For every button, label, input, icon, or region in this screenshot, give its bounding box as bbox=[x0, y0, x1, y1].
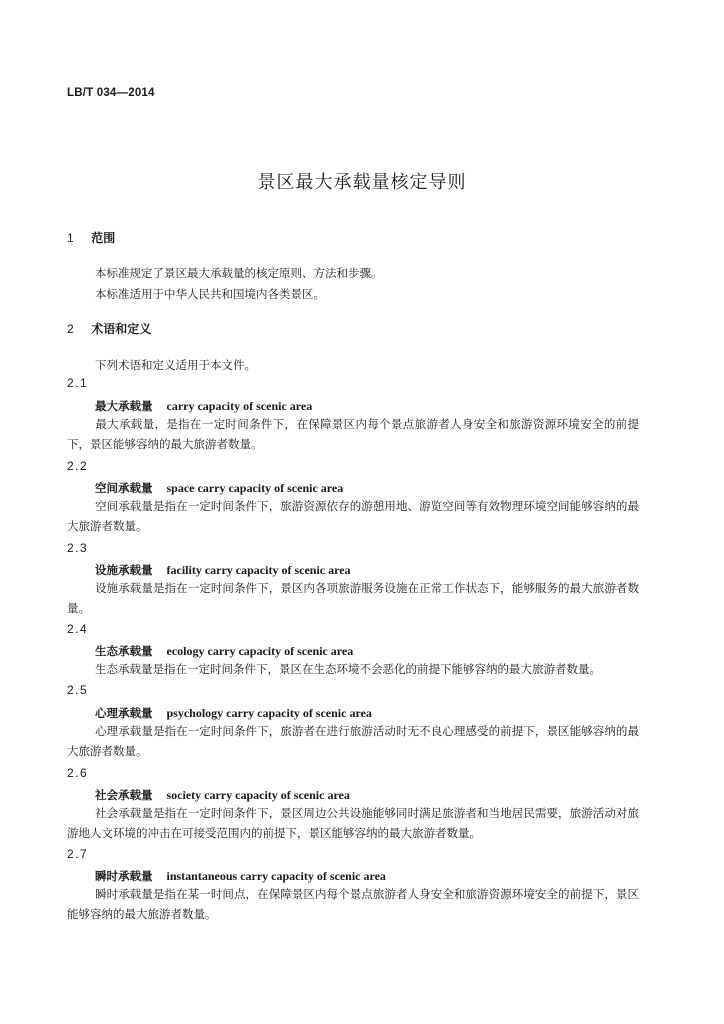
term-definition-text: 瞬时承载量是指在某一时间点，在保障景区内每个景点旅游者人身安全和旅游资源环境安全的前提下，景区能够容纳的最大旅游者数量。 bbox=[67, 887, 639, 921]
term-definition bbox=[67, 496, 639, 536]
term-name-zh: 最大承载量 bbox=[95, 399, 153, 413]
section-1-paragraph-2 bbox=[67, 284, 639, 304]
term-definition-text: 空间承载量是指在一定时间条件下，旅游资源依存的游憩用地、游览空间等有效物理环境空间能够容纳的最大旅游者数量。 bbox=[67, 499, 639, 533]
term-definition-text: 设施承载量是指在一定时间条件下，景区内各项旅游服务设施在正常工作状态下，能够服务的最大旅游者数量。 bbox=[67, 581, 639, 615]
term-name-zh: 瞬时承载量 bbox=[95, 869, 153, 883]
term-number: 2.5 bbox=[67, 683, 89, 697]
term-definition-text: 生态承载量是指在一定时间条件下，景区在生态环境不会恶化的前提下能够容纳的最大旅游者数量。 bbox=[95, 662, 601, 676]
term-name-en: society carry capacity of scenic area bbox=[166, 788, 350, 802]
term-definition-text: 心理承载量是指在一定时间条件下，旅游者在进行旅游活动时无不良心理感受的前提下，景区能够容纳的最大旅游者数量。 bbox=[67, 724, 639, 758]
section-1-text-2: 本标准适用于中华人民共和国境内各类景区。 bbox=[95, 287, 325, 301]
term-definition bbox=[67, 803, 639, 843]
term-number: 2.7 bbox=[67, 847, 89, 861]
term-name-en: instantaneous carry capacity of scenic area bbox=[166, 869, 386, 883]
term-name-en: facility carry capacity of scenic area bbox=[166, 563, 351, 577]
term-definition bbox=[67, 578, 639, 618]
term-definition bbox=[67, 414, 639, 454]
section-1-title: 范围 bbox=[91, 231, 116, 245]
term-definition bbox=[67, 659, 639, 679]
section-2-title: 术语和定义 bbox=[91, 322, 152, 336]
section-2-number: 2 bbox=[67, 322, 74, 336]
term-name-zh: 生态承载量 bbox=[95, 644, 153, 658]
term-definition bbox=[67, 884, 639, 924]
section-1-number: 1 bbox=[67, 231, 74, 245]
term-definition-text: 社会承载量是指在一定时间条件下，景区周边公共设施能够同时满足旅游者和当地居民需要，旅游活动对旅游地人文环境的冲击在可接受范围内的前提下，景区能够容纳的最大旅游者数量。 bbox=[67, 806, 639, 840]
term-definition-text: 最大承载量，是指在一定时间条件下，在保障景区内每个景点旅游者人身安全和旅游资源环境安全的前提下，景区能够容纳的最大旅游者数量。 bbox=[67, 417, 639, 451]
term-number: 2.2 bbox=[67, 459, 89, 473]
section-1-heading bbox=[67, 229, 115, 246]
standard-code: LB/T 034—2014 bbox=[67, 87, 155, 99]
term-number: 2.3 bbox=[67, 541, 89, 555]
term-name-en: carry capacity of scenic area bbox=[166, 399, 313, 413]
term-definition bbox=[67, 721, 639, 761]
term-heading bbox=[95, 480, 343, 496]
section-2-intro bbox=[67, 355, 639, 375]
term-name-en: psychology carry capacity of scenic area bbox=[166, 706, 372, 720]
term-heading bbox=[95, 787, 350, 803]
term-heading bbox=[95, 562, 351, 578]
term-heading bbox=[95, 868, 386, 884]
term-heading bbox=[95, 398, 312, 414]
section-2-heading bbox=[67, 320, 151, 337]
document-title: 景区最大承载量核定导则 bbox=[257, 172, 467, 193]
term-number: 2.4 bbox=[67, 622, 89, 636]
section-1-text-1: 本标准规定了景区最大承载量的核定原则、方法和步骤。 bbox=[95, 266, 383, 280]
section-2-intro-text: 下列术语和定义适用于本文件。 bbox=[95, 358, 256, 372]
term-number: 2.6 bbox=[67, 766, 89, 780]
term-name-zh: 空间承载量 bbox=[95, 481, 153, 495]
term-name-zh: 社会承载量 bbox=[95, 788, 153, 802]
term-heading bbox=[95, 705, 372, 721]
term-name-zh: 设施承载量 bbox=[95, 563, 153, 577]
term-name-en: space carry capacity of scenic area bbox=[166, 481, 344, 495]
section-1-paragraph-1 bbox=[67, 263, 639, 283]
term-number: 2.1 bbox=[67, 376, 89, 390]
term-name-en: ecology carry capacity of scenic area bbox=[166, 644, 354, 658]
term-heading bbox=[95, 643, 353, 659]
term-name-zh: 心理承载量 bbox=[95, 706, 153, 720]
